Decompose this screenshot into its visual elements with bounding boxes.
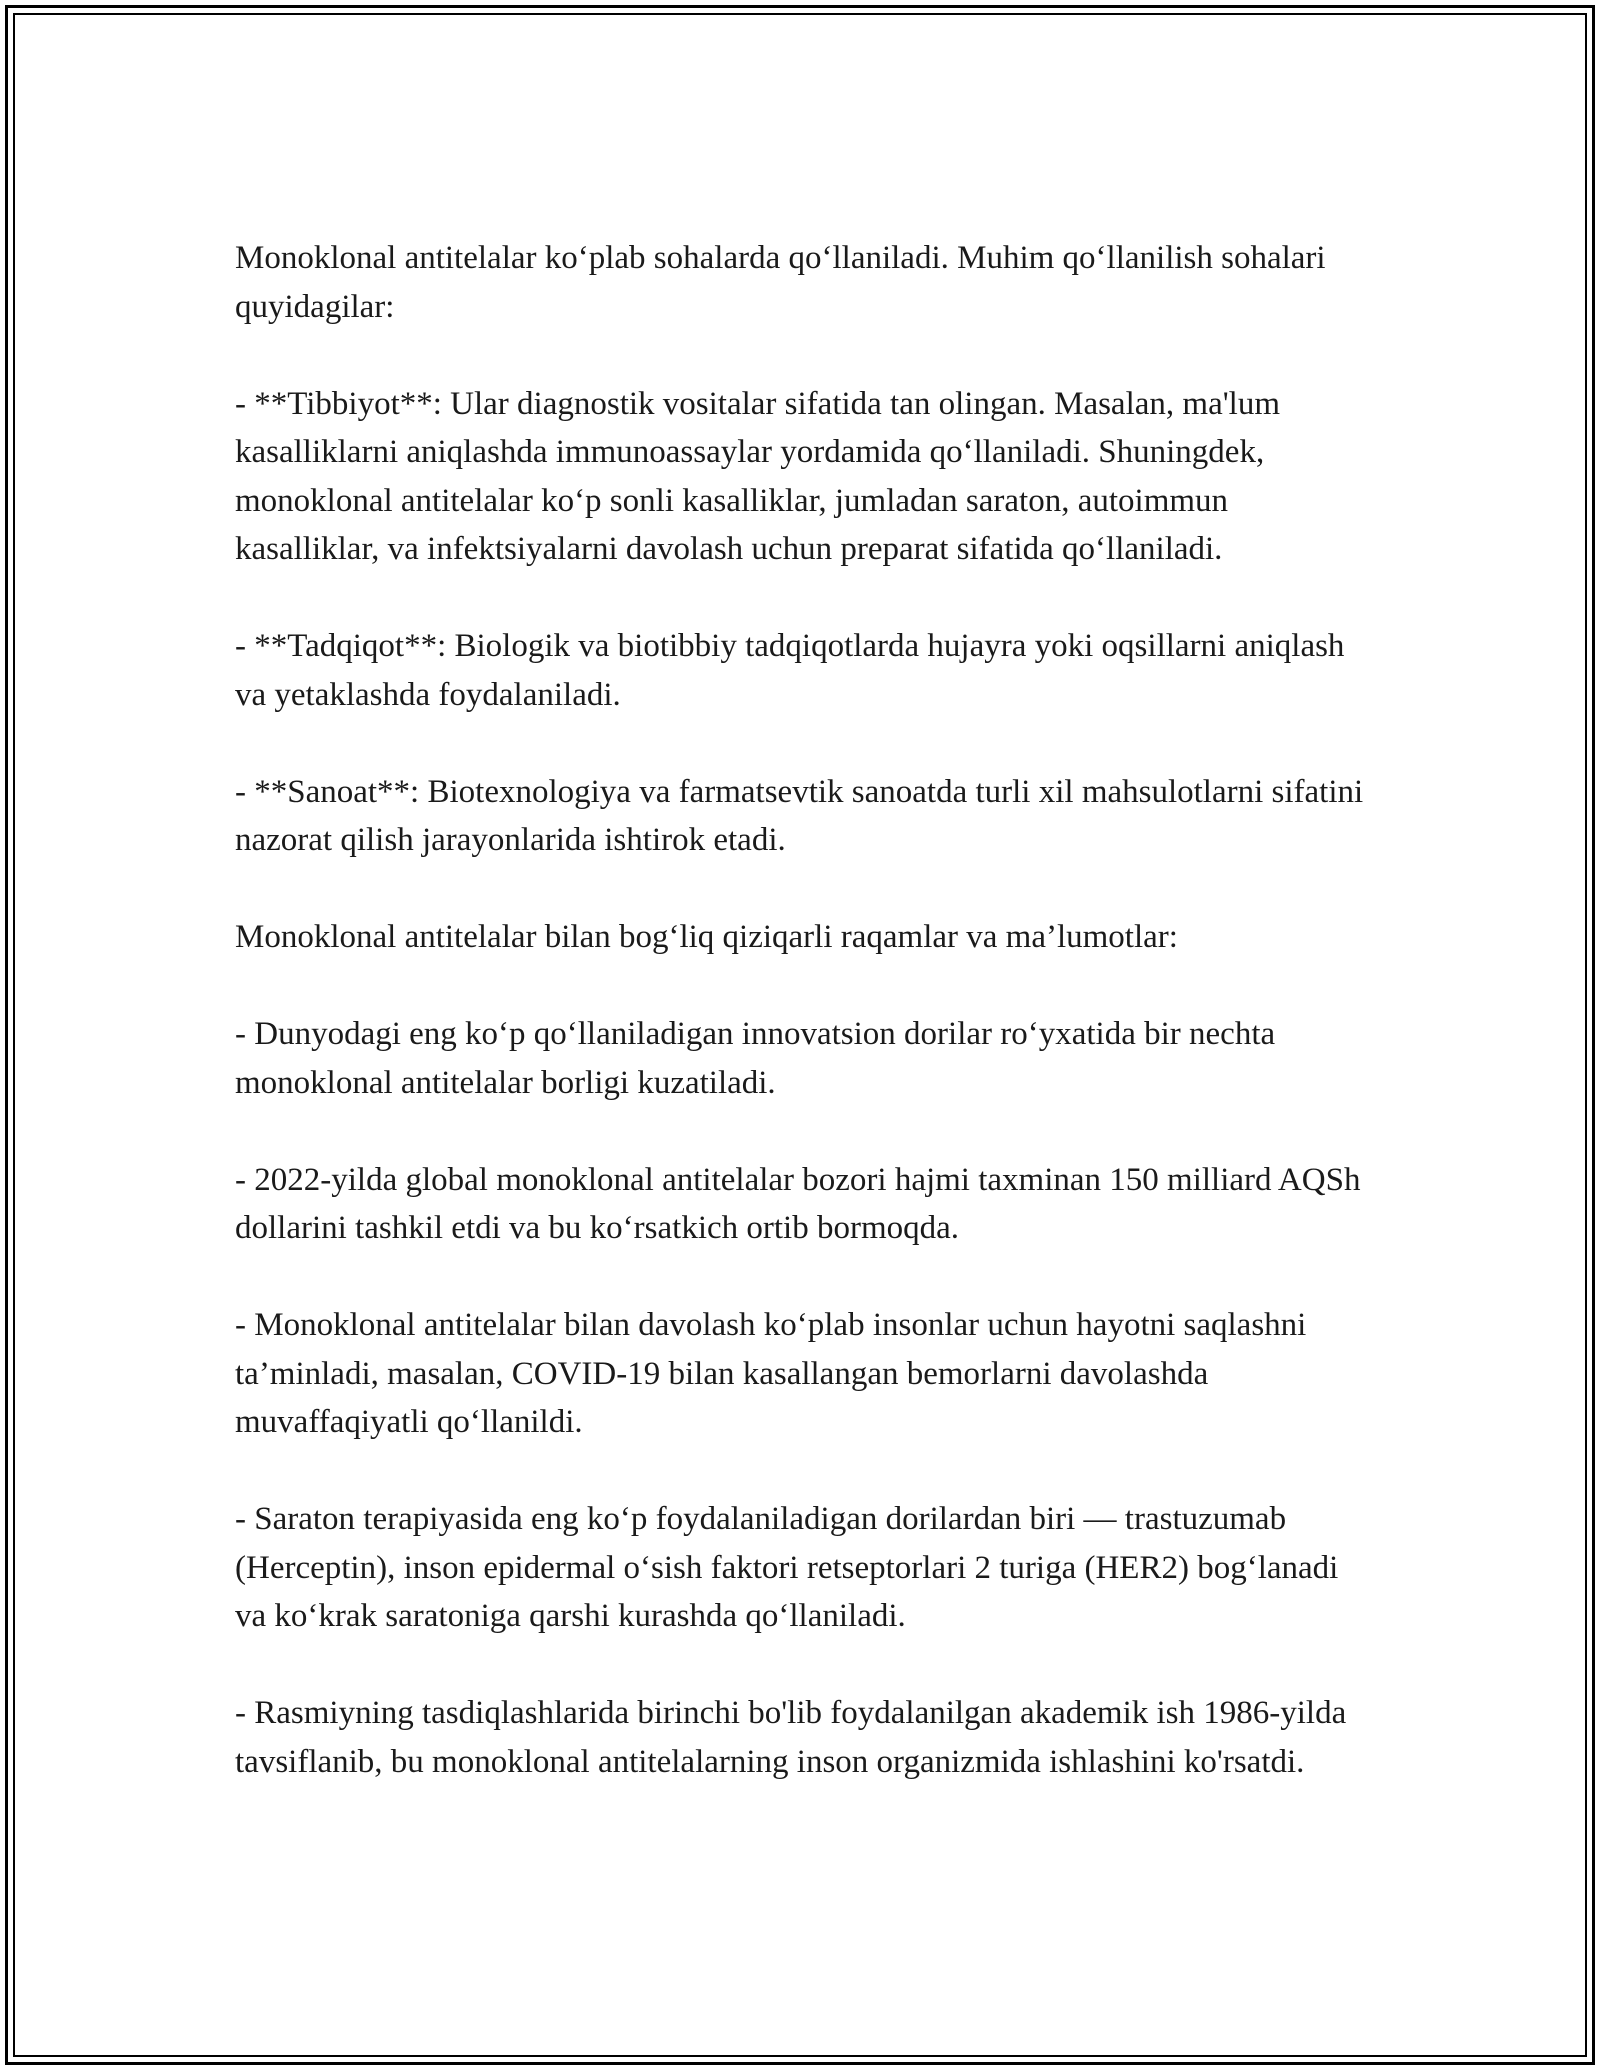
- list-item-medicine: - **Tibbiyot**: Ular diagnostik vositalar sifatida tan olingan. Masalan, ma'lum kasalliklarni aniqlashda immunoassaylar yordamida qo‘llaniladi. Shuningdek, monoklonal antitelalar ko‘p sonli kasalliklar, jumladan saraton, autoimmun kasalliklar, va infektsiyalarni davolash uchun preparat sifatida qo‘llaniladi.: [235, 385, 1280, 567]
- fact-item-innovative-drugs: - Dunyodagi eng ko‘p qo‘llaniladigan innovatsion dorilar ro‘yxatida bir nechta monoklonal antitelalar borligi kuzatiladi.: [235, 1016, 1276, 1101]
- fact-item-market-size: - 2022-yilda global monoklonal antitelalar bozori hajmi taxminan 150 milliard AQSh dollarini tashkil etdi va bu ko‘rsatkich ortib bormoqda.: [235, 1161, 1361, 1246]
- facts-heading-paragraph: Monoklonal antitelalar bilan bog‘liq qiziqarli raqamlar va ma’lumotlar:: [235, 919, 1178, 955]
- document-body: [235, 234, 1365, 1786]
- intro-paragraph: Monoklonal antitelalar ko‘plab sohalarda qo‘llaniladi. Muhim qo‘llanilish sohalari quyidagilar:: [235, 240, 1326, 325]
- fact-item-1986: - Rasmiyning tasdiqlashlarida birinchi bo'lib foydalanilgan akademik ish 1986-yilda tavsiflanib, bu monoklonal antitelalarning inson organizmida ishlashini ko'rsatdi.: [235, 1695, 1347, 1780]
- fact-item-covid: - Monoklonal antitelalar bilan davolash ko‘plab insonlar uchun hayotni saqlashni ta’minladi, masalan, COVID-19 bilan kasallangan bemorlarni davolashda muvaffaqiyatli qo‘llanildi.: [235, 1307, 1307, 1440]
- list-item-industry: - **Sanoat**: Biotexnologiya va farmatsevtik sanoatda turli xil mahsulotlarni sifatini nazorat qilish jarayonlarida ishtirok etadi.: [235, 773, 1364, 858]
- list-item-research: - **Tadqiqot**: Biologik va biotibbiy tadqiqotlarda hujayra yoki oqsillarni aniqlash va yetaklashda foydalaniladi.: [235, 628, 1345, 713]
- fact-item-trastuzumab: - Saraton terapiyasida eng ko‘p foydalaniladigan dorilardan biri — trastuzumab (Herceptin), inson epidermal o‘sish faktori retseptorlari 2 turiga (HER2) bog‘lanadi va ko‘krak saratoniga qarshi kurashda qo‘llaniladi.: [235, 1501, 1339, 1634]
